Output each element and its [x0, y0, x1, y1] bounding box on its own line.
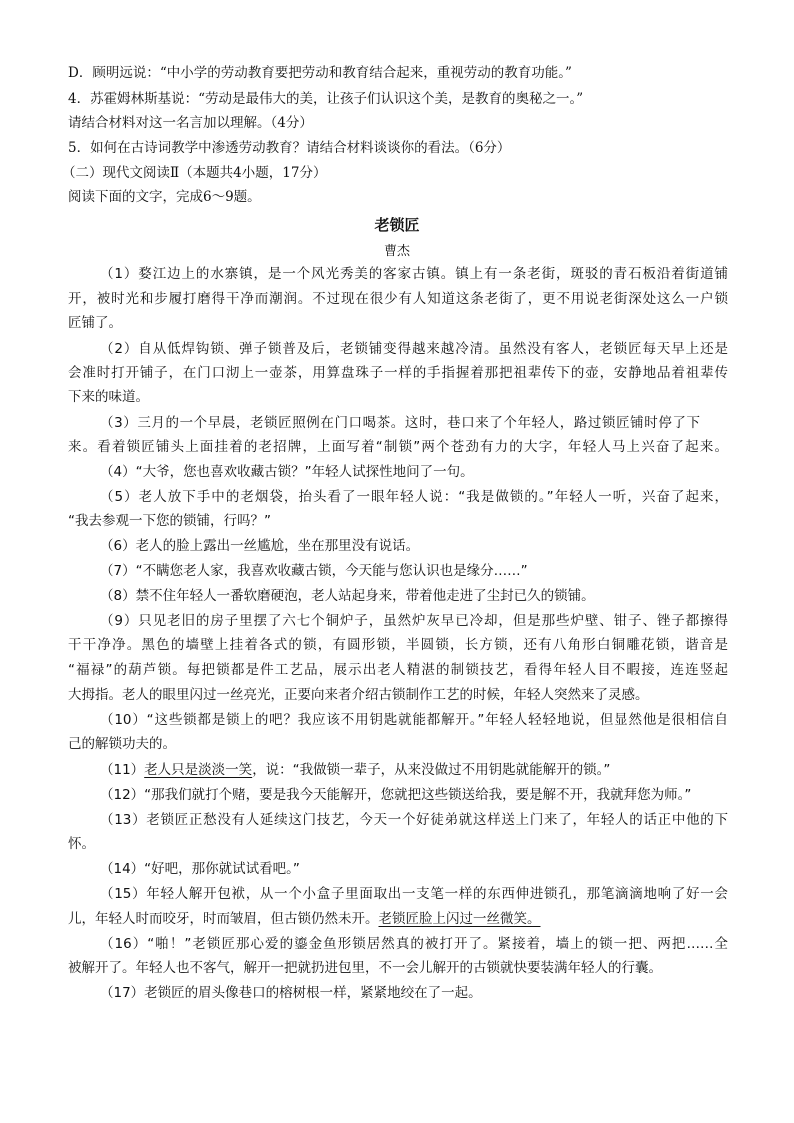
paragraph-3-line-1: （3）三月的一个早晨，老锁匠照例在门口喝茶。这时，巷口来了个年轻人，路过锁匠铺时停了下 [100, 415, 700, 431]
paragraph-8: （8）禁不住年轻人一番软磨硬泡，老人站起身来，带着他走进了尘封已久的锁铺。 [100, 588, 595, 604]
paragraph-9-line-1: （9）只见老旧的房子里摆了六七个铜炉子，虽然炉灰早已冷却，但是那些炉壁、钳子、锉子都擦得 [100, 613, 728, 629]
paragraph-17: （17）老锁匠的眉头像巷口的榕树根一样，紧紧地绞在了一起。 [100, 985, 482, 1001]
paragraph-1-line-1: （1）婺江边上的水寨镇，是一个风光秀美的客家古镇。镇上有一条老街，斑驳的青石板沿着街道铺 [100, 266, 728, 282]
underlined-phrase-smile: 老人只是淡淡一笑 [144, 762, 253, 778]
paragraph-9-line-2: 干干净净。黑色的墙壁上挂着各式的锁，有圆形锁，半圆锁，长方锁，还有八角形白铜雕花锁，谐音是 [68, 637, 728, 653]
paragraph-10-line-1: （10）“这些锁都是锁上的吧？我应该不用钥匙就能都解开。”年轻人轻轻地说，但显然他是很相信自 [100, 712, 728, 728]
question-4-prompt: 请结合材料对这一名言加以理解。（4分） [68, 115, 313, 131]
paragraph-1-line-2: 开，被时光和步履打磨得干净而潮润。不过现在很少有人知道这条老街了，更不用说老街深处这么一户锁 [68, 291, 728, 307]
paragraph-15-plain: 儿，年轻人时而咬牙，时而皱眉，但古锁仍然未开。 [68, 911, 379, 927]
paragraph-4: （4）“大爷，您也喜欢收藏古锁？”年轻人试探性地问了一句。 [100, 464, 474, 480]
paragraph-16-line-2: 被解开了。年轻人也不客气，解开一把就扔进包里，不一会儿解开的古锁就快要装满年轻人的行囊。 [68, 960, 662, 976]
question-4-quote: 4．苏霍姆林斯基说：“劳动是最伟大的美，让孩子们认识这个美，是教育的奥秘之一。” [68, 91, 584, 107]
paragraph-6: （6）老人的脸上露出一丝尴尬，坐在那里没有说话。 [100, 538, 420, 554]
paragraph-14: （14）“好吧，那你就试试看吧。” [100, 861, 300, 877]
paragraph-11-number: （11） [100, 762, 145, 778]
paragraph-13-line-1: （13）老锁匠正愁没有人延续这门技艺，今天一个好徒弟就这样送上门来了，年轻人的话正中他的下 [100, 812, 728, 828]
underlined-phrase-micro-smile: 老锁匠脸上闪过一丝微笑。 [378, 911, 541, 927]
paragraph-15-line-2 [68, 910, 728, 928]
paragraph-5-line-1: （5）老人放下手中的老烟袋，抬头看了一眼年轻人说：“我是做锁的。”年轻人一听，兴奋了起来， [100, 489, 728, 505]
paragraph-3-line-2: 来。看着锁匠铺头上面挂着的老招牌，上面写着“制锁”两个苍劲有力的大字，年轻人马上兴奋了起来。 [68, 439, 728, 455]
paragraph-5-line-2: “我去参观一下您的锁铺，行吗？” [68, 513, 271, 529]
reading-instruction: 阅读下面的文字，完成6～9题。 [68, 189, 261, 205]
paragraph-7: （7）“不瞒您老人家，我喜欢收藏古锁，今天能与您认识也是缘分……” [100, 563, 528, 579]
paragraph-15-line-1: （15）年轻人解开包袱，从一个小盒子里面取出一支笔一样的东西伸进锁孔，那笔滴滴地响了好一会 [100, 886, 728, 902]
paragraph-12: （12）“那我们就打个赌，要是我今天能解开，您就把这些锁送给我，要是解不开，我就拜您为师。” [100, 787, 692, 803]
paragraph-11-rest: ，说：“我做锁一辈子，从来没做过不用钥匙就能解开的锁。” [252, 762, 611, 778]
paragraph-11 [100, 761, 760, 779]
paragraph-2-line-3: 下来的味道。 [68, 389, 149, 405]
paragraph-10-line-2: 己的解锁功夫的。 [68, 736, 176, 752]
section-2-header: （二）现代文阅读Ⅱ（本题共4小题，17分） [62, 165, 327, 181]
paragraph-9-line-3: “福禄”的葫芦锁。每把锁都是件工艺品，展示出老人精湛的制锁技艺，看得年轻人目不暇接，连连竖起 [68, 662, 728, 678]
paragraph-2-line-2: 会准时打开铺子，在门口沏上一壶茶，用算盘珠子一样的手指握着那把祖辈传下的壶，安静地品着祖辈传 [68, 365, 728, 381]
paragraph-2-line-1: （2）自从低焊钩锁、弹子锁普及后，老锁铺变得越来越冷清。虽然没有客人，老锁匠每天早上还是 [100, 341, 728, 357]
paragraph-16-line-1: （16）“啪！”老锁匠那心爱的鎏金鱼形锁居然真的被打开了。紧接着，墙上的锁一把、两把……全 [100, 936, 728, 952]
article-title: 老锁匠 [374, 216, 420, 234]
paragraph-9-line-4: 大拇指。老人的眼里闪过一丝亮光，正要向来者介绍古锁制作工艺的时候，年轻人突然来了灵感。 [68, 687, 649, 703]
paragraph-1-line-3: 匠铺了。 [68, 315, 122, 331]
paragraph-13-line-2: 怀。 [68, 836, 95, 852]
article-author: 曹杰 [383, 244, 410, 259]
q3-option-d: D．顾明远说：“中小学的劳动教育要把劳动和教育结合起来，重视劳动的教育功能。” [68, 65, 572, 81]
question-5: 5．如何在古诗词教学中渗透劳动教育？请结合材料谈谈你的看法。（6分） [68, 140, 511, 156]
